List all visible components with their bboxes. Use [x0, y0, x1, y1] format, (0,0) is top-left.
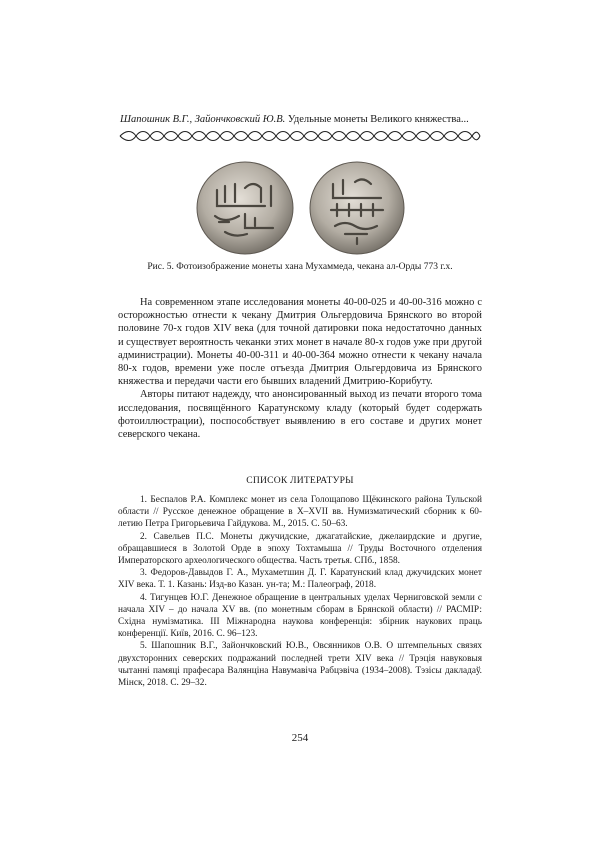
paragraph: Авторы питают надежду, что анонсированный выход из печати второго тома исследования, посвящённого Каратунскому кладу (который будет содержать фотоиллюстрации), поспособствует выявлению в его составе и других монет северского чекана.: [118, 389, 482, 441]
reference-item: 5. Шапошник В.Г., Зайончковский Ю.В., Овсянников О.В. О штемпельных связях двухсторонних северских подражаний последней трети XIV века // Трэція навуковыя чытанні памяці прафесара Валянціна Навумавіча Рабцэвіча (1934–2008). Тэзісы дакладаў. Мінск, 2018. С. 29–32.: [118, 641, 482, 689]
reference-item: 4. Тигунцев Ю.Г. Денежное обращение в центральных уделах Черниговской земли с начала XIV – до начала XV вв. (по монетным сборам в Брянской области) // РАСМІР: Східна нумізматика. ІІІ Міжнародна наукова конференція: збірник наукових праць конференції. Київ, 2016. С. 96–123.: [118, 592, 482, 640]
running-header: [120, 114, 500, 125]
main-text: [118, 296, 482, 441]
reference-list: [118, 494, 482, 689]
coin-obverse: [197, 162, 293, 254]
coin-photographs: [195, 158, 410, 258]
coin-reverse: [310, 162, 404, 254]
figure-caption: Рис. 5. Фотоизображение монеты хана Мухаммеда, чекана ал-Орды 773 г.х.: [147, 262, 453, 272]
header-authors: Шапошник В.Г., Зайончковский Ю.В.: [120, 114, 286, 125]
paragraph: На современном этапе исследования монеты 40-00-025 и 40-00-316 можно с осторожностью отнести к чекану Дмитрия Ольгердовича Брянского во второй половине 70-х годов XIV века (для точной датировки пока недостаточно данных и существует вероятность чеканки этих монет в начале 80-х годов уже при другой администрации). Монеты 40-00-311 и 40-00-364 можно отнести к чекану начала 80-х годов, времени уже после отъезда Дмитрия Ольгердовича из Брянского княжества и передачи части его бывших владений Дмитрию-Корибуту.: [118, 297, 482, 388]
reference-item: 2. Савельев П.С. Монеты джучидские, джагатайские, джелаирдские и другие, обращавшиеся в Золотой Орде в эпоху Тохтамыша // Труды Восточного отделения Императорского археологического общества. Часть третья. СПб., 1858.: [118, 531, 482, 567]
references-heading: СПИСОК ЛИТЕРАТУРЫ: [246, 475, 354, 486]
page-number: 254: [291, 732, 309, 744]
ornamental-divider: [118, 130, 482, 142]
header-title: Удельные монеты Великого княжества...: [287, 114, 469, 125]
reference-item: 3. Федоров-Давыдов Г. А., Мухаметшин Д. Г. Каратунский клад джучидских монет XIV века. Т. 1. Казань: Изд-во Казан. ун-та; М.: Палеограф, 2018.: [118, 568, 482, 591]
reference-item: 1. Беспалов Р.А. Комплекс монет из села Голощапово Щёкинского района Тульской области // Русское денежное обращение в X–XVII вв. Нумизматический сборник к 60-летию Петра Григорьевича Гайдукова. М., 2015. С. 50–63.: [118, 495, 482, 530]
